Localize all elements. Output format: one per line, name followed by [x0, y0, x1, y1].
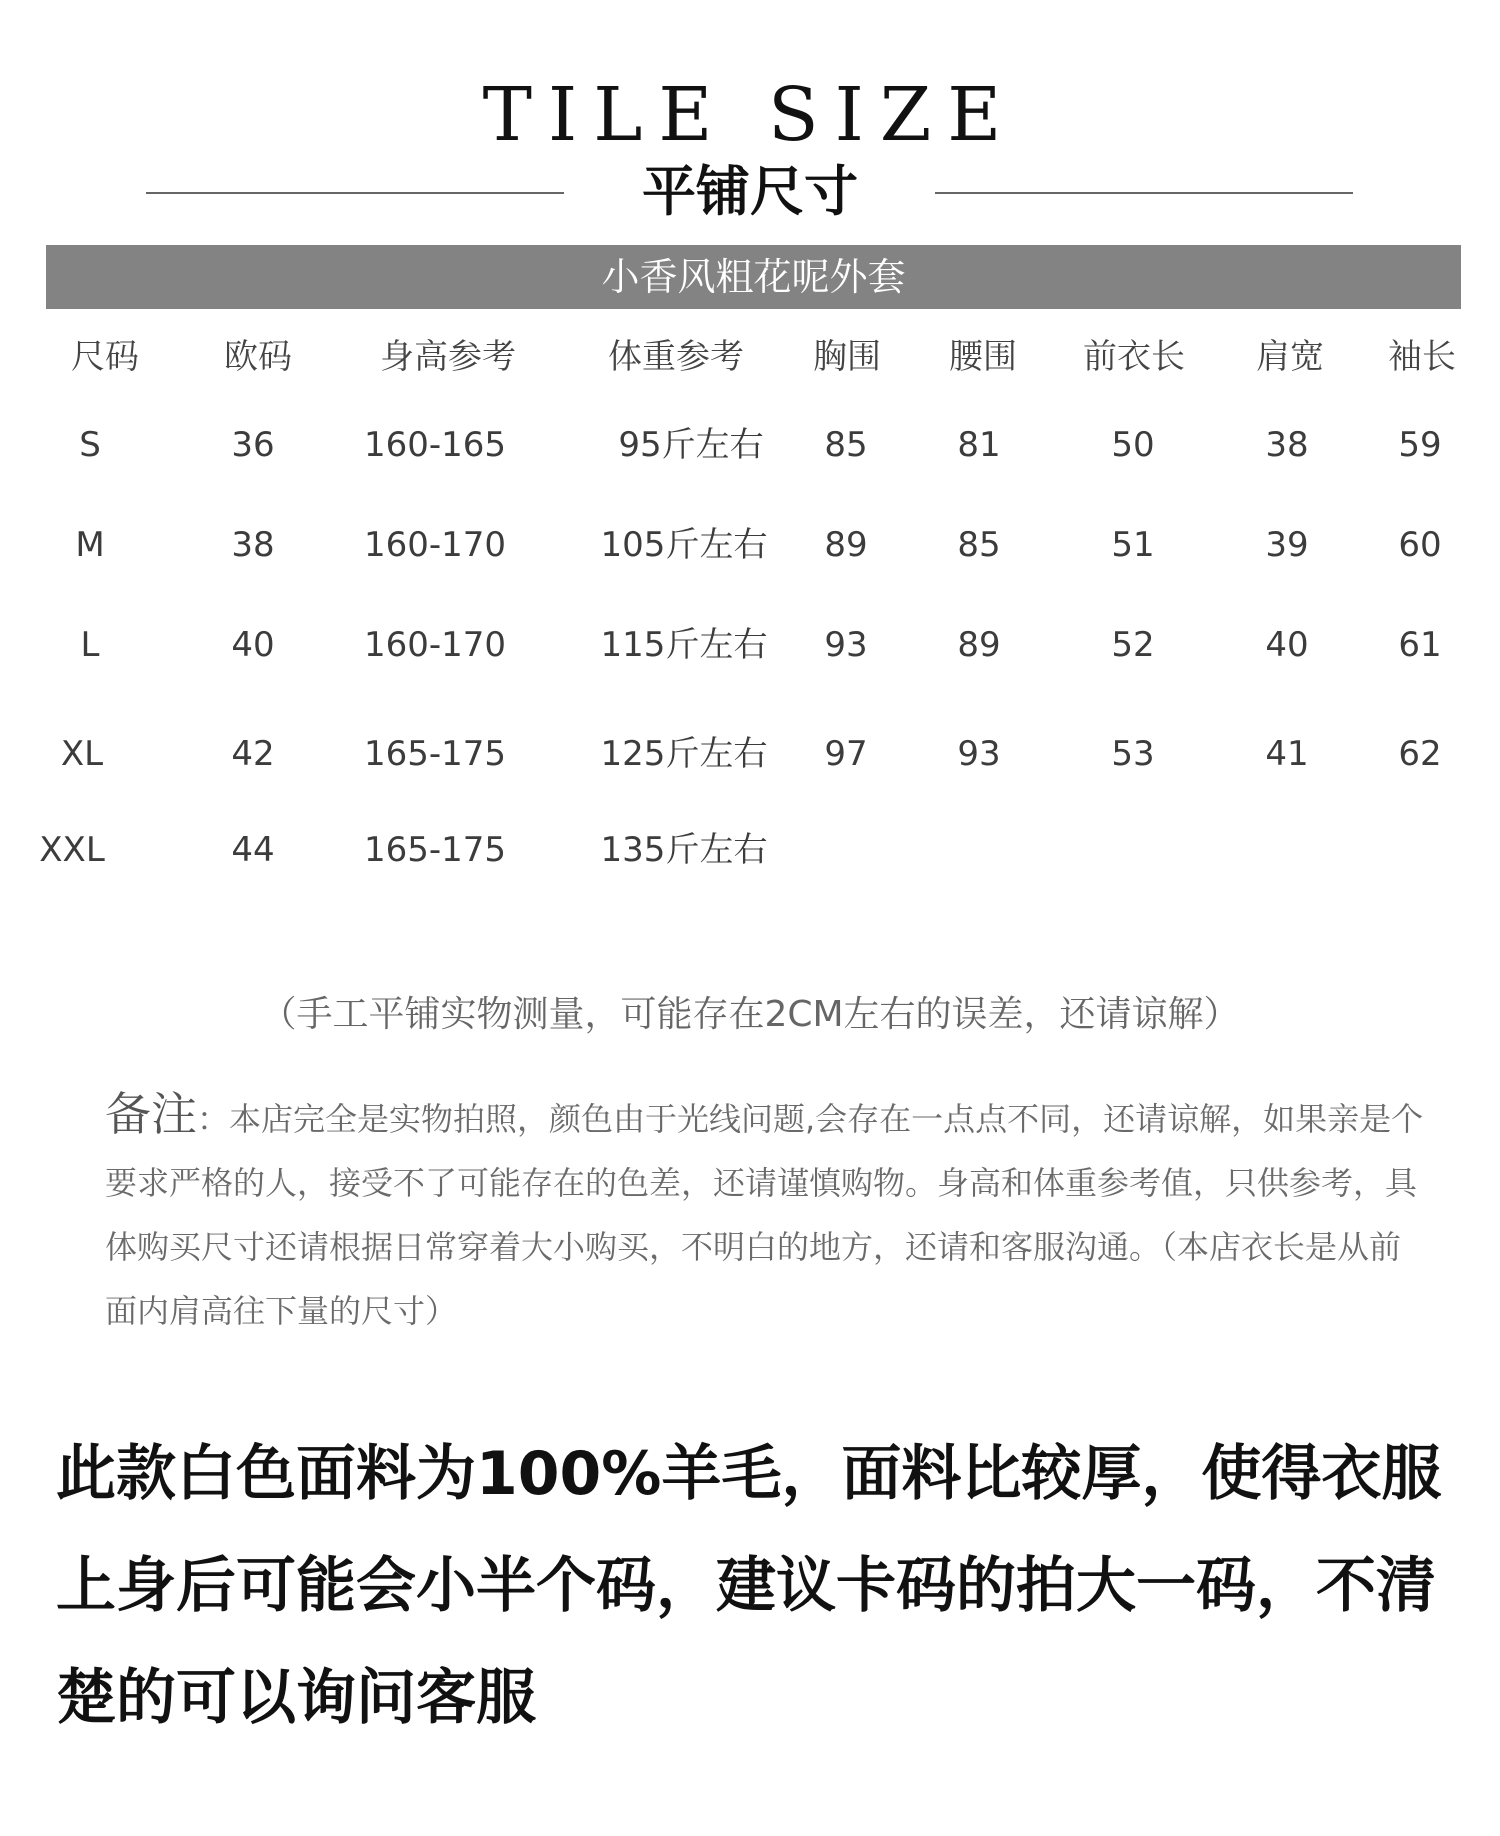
cell-eu: 42: [231, 734, 275, 774]
cell-bust: 97: [824, 734, 868, 774]
remark-block: [105, 1082, 1425, 1343]
cell-length: 51: [1111, 525, 1155, 565]
cell-eu: 44: [231, 830, 275, 870]
divider-right: [935, 192, 1353, 194]
cell-bust: 93: [824, 625, 868, 665]
header-length: 前衣长: [1083, 337, 1185, 377]
header-waist: 腰围: [949, 337, 1017, 377]
header-size: 尺码: [71, 337, 139, 377]
cell-eu: 38: [231, 525, 275, 565]
cell-sleeve: 62: [1398, 734, 1442, 774]
cell-eu: 40: [231, 625, 275, 665]
product-banner: 小香风粗花呢外套: [46, 245, 1461, 309]
cell-size: XL: [60, 734, 104, 774]
cell-sleeve: 61: [1398, 625, 1442, 665]
cell-size: M: [75, 525, 105, 565]
cell-height: 160-170: [363, 525, 507, 565]
cell-size: S: [79, 425, 101, 465]
title-english: TILE SIZE: [482, 72, 1018, 158]
cell-weight: 135斤左右: [600, 830, 768, 870]
cell-waist: 81: [957, 425, 1001, 465]
header-shoulder: 肩宽: [1256, 337, 1324, 377]
cell-shoulder: 41: [1265, 734, 1309, 774]
cell-length: 53: [1111, 734, 1155, 774]
cell-length: 52: [1111, 625, 1155, 665]
cell-bust: 89: [824, 525, 868, 565]
cell-size: L: [80, 625, 100, 665]
cell-waist: 89: [957, 625, 1001, 665]
cell-height: 165-175: [363, 734, 507, 774]
header-height: 身高参考: [380, 337, 516, 377]
cell-shoulder: 40: [1265, 625, 1309, 665]
cell-weight: 125斤左右: [600, 734, 768, 774]
header-sleeve: 袖长: [1388, 337, 1456, 377]
cell-sleeve: 59: [1398, 425, 1442, 465]
cell-height: 160-170: [363, 625, 507, 665]
cell-weight: 95斤左右: [618, 425, 764, 465]
cell-waist: 85: [957, 525, 1001, 565]
cell-shoulder: 39: [1265, 525, 1309, 565]
cell-bust: 85: [824, 425, 868, 465]
cell-length: 50: [1111, 425, 1155, 465]
cell-eu: 36: [231, 425, 275, 465]
cell-waist: 93: [957, 734, 1001, 774]
cell-weight: 115斤左右: [600, 625, 768, 665]
remark-label: 备注: [105, 1087, 197, 1141]
title-chinese: 平铺尺寸: [642, 160, 858, 223]
header-eu-size: 欧码: [224, 337, 292, 377]
cell-size: XXL: [39, 830, 105, 870]
cell-height: 165-175: [363, 830, 507, 870]
cell-sleeve: 60: [1398, 525, 1442, 565]
remark-text: ：本店完全是实物拍照，颜色由于光线问题,会存在一点点不同，还请谅解，如果亲是个要求严格的人，接受不了可能存在的色差，还请谨慎购物。身高和体重参考值，只供参考，具体购买尺寸还请根据日常穿着大小购买，不明白的地方，还请和客服沟通。（本店衣长是从前面内肩高往下量的尺寸）: [105, 1100, 1424, 1330]
cell-weight: 105斤左右: [600, 525, 768, 565]
fabric-note: 此款白色面料为100%羊毛，面料比较厚，使得衣服上身后可能会小半个码，建议卡码的拍大一码，不清楚的可以询问客服: [56, 1439, 1442, 1733]
cell-height: 160-165: [363, 425, 507, 465]
cell-shoulder: 38: [1265, 425, 1309, 465]
measurement-note: （手工平铺实物测量，可能存在2CM左右的误差，还请谅解）: [260, 994, 1240, 1035]
header-weight: 体重参考: [608, 337, 744, 377]
header-bust: 胸围: [813, 337, 881, 377]
